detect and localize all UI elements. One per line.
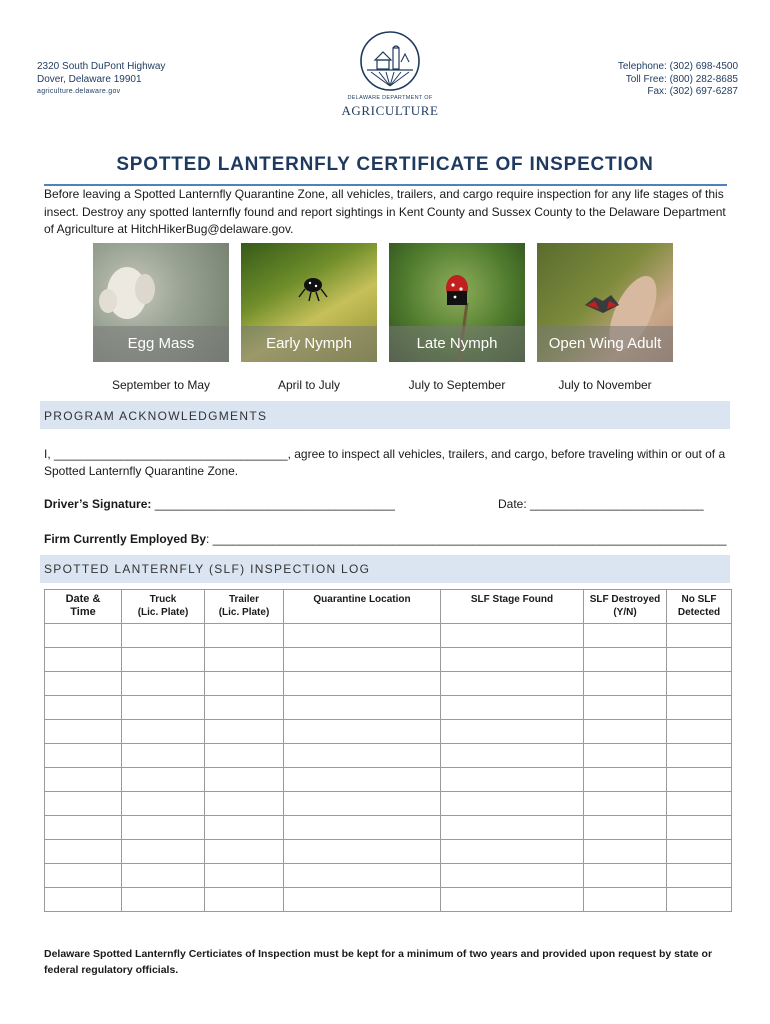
- egg-mass-season: September to May: [111, 378, 211, 392]
- late-nymph-season: July to September: [408, 378, 506, 392]
- table-cell[interactable]: [205, 744, 284, 768]
- table-cell[interactable]: [584, 840, 667, 864]
- table-cell[interactable]: [205, 840, 284, 864]
- table-cell[interactable]: [45, 648, 122, 672]
- table-cell[interactable]: [122, 672, 205, 696]
- table-cell[interactable]: [667, 720, 732, 744]
- table-cell[interactable]: [667, 696, 732, 720]
- table-cell[interactable]: [284, 768, 441, 792]
- table-cell[interactable]: [122, 888, 205, 912]
- table-row: [45, 624, 732, 648]
- acknowledgments-section-header: [40, 401, 730, 429]
- table-header-row: [45, 590, 732, 624]
- table-cell[interactable]: [284, 840, 441, 864]
- table-cell[interactable]: [284, 672, 441, 696]
- table-cell[interactable]: [441, 672, 584, 696]
- table-cell[interactable]: [667, 792, 732, 816]
- table-cell[interactable]: [667, 816, 732, 840]
- date-line[interactable]: __________________________: [530, 497, 704, 511]
- table-cell[interactable]: [122, 768, 205, 792]
- department-logo: [340, 30, 440, 119]
- table-cell[interactable]: [284, 720, 441, 744]
- table-cell[interactable]: [667, 840, 732, 864]
- table-cell[interactable]: [45, 792, 122, 816]
- driver-signature-label: Driver’s Signature:: [44, 497, 152, 511]
- table-cell[interactable]: [584, 792, 667, 816]
- inspection-log-heading: SPOTTED LANTERNFLY (SLF) INSPECTION LOG: [44, 562, 371, 576]
- table-cell[interactable]: [584, 816, 667, 840]
- table-cell[interactable]: [122, 792, 205, 816]
- table-cell[interactable]: [205, 648, 284, 672]
- table-cell[interactable]: [441, 792, 584, 816]
- early-nymph-photo: [241, 243, 377, 362]
- egg-mass-photo: [93, 243, 229, 362]
- address-city: Dover, Delaware 19901: [37, 73, 142, 85]
- table-cell[interactable]: [122, 816, 205, 840]
- table-cell[interactable]: [122, 648, 205, 672]
- acknowledgment-statement[interactable]: I, ___________________________________, agree to inspect all vehicles, trailers, and cargo, before traveling within or out of a Spotted Lanternfly Quarantine Zone.: [44, 447, 726, 478]
- firm-employed-label: Firm Currently Employed By: [44, 532, 207, 546]
- table-row: [45, 696, 732, 720]
- table-row: [45, 864, 732, 888]
- table-cell[interactable]: [45, 624, 122, 648]
- table-cell[interactable]: [441, 840, 584, 864]
- department-address: [37, 61, 165, 99]
- table-cell[interactable]: [45, 864, 122, 888]
- table-cell[interactable]: [205, 816, 284, 840]
- department-contact: [618, 61, 738, 99]
- contact-toll-free: Toll Free: (800) 282-8685: [625, 73, 738, 85]
- firm-employed-line[interactable]: : _____________________________________________________________________________: [206, 532, 727, 546]
- table-row: [45, 744, 732, 768]
- table-cell[interactable]: [45, 768, 122, 792]
- table-cell[interactable]: [284, 792, 441, 816]
- table-cell[interactable]: [45, 696, 122, 720]
- adult-photo: [537, 243, 673, 362]
- table-cell[interactable]: [122, 696, 205, 720]
- date-label: Date:: [498, 497, 527, 511]
- table-cell[interactable]: [584, 888, 667, 912]
- table-cell[interactable]: [584, 648, 667, 672]
- column-header-truck: Truck (Lic. Plate): [122, 590, 205, 624]
- table-row: [45, 888, 732, 912]
- column-header-quarantine-location: Quarantine Location: [284, 590, 441, 624]
- table-cell[interactable]: [584, 696, 667, 720]
- contact-fax: Fax: (302) 697-6287: [647, 86, 738, 97]
- table-cell[interactable]: [284, 696, 441, 720]
- table-cell[interactable]: [667, 768, 732, 792]
- table-cell[interactable]: [441, 624, 584, 648]
- table-cell[interactable]: [584, 864, 667, 888]
- table-cell[interactable]: [205, 624, 284, 648]
- table-row: [45, 648, 732, 672]
- table-cell[interactable]: [441, 720, 584, 744]
- table-cell[interactable]: [122, 840, 205, 864]
- stage-caption: Egg Mass: [93, 326, 229, 362]
- table-cell[interactable]: [45, 840, 122, 864]
- table-cell[interactable]: [205, 864, 284, 888]
- table-cell[interactable]: [45, 744, 122, 768]
- table-cell[interactable]: [441, 888, 584, 912]
- stage-caption: Open Wing Adult: [537, 326, 673, 362]
- table-cell[interactable]: [205, 672, 284, 696]
- table-cell[interactable]: [205, 768, 284, 792]
- table-cell[interactable]: [45, 888, 122, 912]
- adult-season: July to November: [558, 378, 652, 392]
- intro-paragraph: Before leaving a Spotted Lanternfly Quarantine Zone, all vehicles, trailers, and cargo require inspection for any life stages of this insect. Destroy any spotted lanternfly found and report sightings in Kent County and Sussex County to the Delaware Department of Agriculture at HitchHikerBug@delaware.gov.: [44, 187, 726, 236]
- acknowledgments-heading: PROGRAM ACKNOWLEDGMENTS: [44, 409, 268, 423]
- table-row: [45, 768, 732, 792]
- document-title: SPOTTED LANTERNFLY CERTIFICATE OF INSPECTION: [116, 154, 654, 175]
- table-cell[interactable]: [584, 720, 667, 744]
- column-header-slf-stage: SLF Stage Found: [441, 590, 584, 624]
- table-cell[interactable]: [284, 744, 441, 768]
- retention-notice: Delaware Spotted Lanternfly Certiciates of Inspection must be kept for a minimum of two years and provided upon request by state or federal regulatory officials.: [44, 948, 713, 976]
- table-cell[interactable]: [284, 624, 441, 648]
- website-link[interactable]: agriculture.delaware.gov: [37, 88, 121, 95]
- date-field[interactable]: [498, 497, 704, 511]
- table-cell[interactable]: [441, 816, 584, 840]
- logo-tagline: DELAWARE DEPARTMENT OF: [347, 95, 433, 101]
- table-cell[interactable]: [441, 864, 584, 888]
- table-cell[interactable]: [667, 888, 732, 912]
- column-header-trailer: Trailer (Lic. Plate): [205, 590, 284, 624]
- table-cell[interactable]: [667, 864, 732, 888]
- table-cell[interactable]: [45, 672, 122, 696]
- stage-caption: Early Nymph: [241, 326, 377, 362]
- logo-name: AGRICULTURE: [341, 103, 439, 118]
- table-cell[interactable]: [441, 768, 584, 792]
- table-cell[interactable]: [122, 720, 205, 744]
- inspection-log-section-header: [40, 555, 730, 583]
- late-nymph-photo: [389, 243, 525, 362]
- table-cell[interactable]: [667, 744, 732, 768]
- inspection-log-table: [44, 589, 732, 912]
- early-nymph-season: April to July: [277, 378, 341, 392]
- column-header-no-slf: No SLF Detected: [667, 590, 732, 624]
- contact-telephone: Telephone: (302) 698-4500: [617, 61, 738, 72]
- table-cell[interactable]: [45, 720, 122, 744]
- table-cell[interactable]: [122, 744, 205, 768]
- table-cell[interactable]: [441, 648, 584, 672]
- column-header-date-time: Date & Time: [45, 590, 122, 624]
- table-row: [45, 792, 732, 816]
- table-cell[interactable]: [205, 792, 284, 816]
- table-cell[interactable]: [667, 648, 732, 672]
- driver-signature-field[interactable]: [44, 497, 395, 511]
- table-row: [45, 720, 732, 744]
- table-cell[interactable]: [205, 720, 284, 744]
- table-row: [45, 672, 732, 696]
- table-cell[interactable]: [205, 696, 284, 720]
- table-cell[interactable]: [122, 624, 205, 648]
- agriculture-seal-icon: [359, 30, 421, 92]
- firm-employed-field[interactable]: [44, 532, 727, 546]
- column-header-slf-destroyed: SLF Destroyed (Y/N): [584, 590, 667, 624]
- table-cell[interactable]: [584, 624, 667, 648]
- table-cell[interactable]: [122, 864, 205, 888]
- stage-caption: Late Nymph: [389, 326, 525, 362]
- table-row: [45, 840, 732, 864]
- table-cell[interactable]: [284, 816, 441, 840]
- table-cell[interactable]: [584, 744, 667, 768]
- address-street: 2320 South DuPont Highway: [37, 61, 166, 72]
- table-cell[interactable]: [284, 648, 441, 672]
- table-cell[interactable]: [584, 672, 667, 696]
- table-cell[interactable]: [667, 672, 732, 696]
- table-cell[interactable]: [441, 744, 584, 768]
- table-row: [45, 816, 732, 840]
- driver-signature-line[interactable]: ____________________________________: [154, 497, 395, 511]
- table-cell[interactable]: [45, 816, 122, 840]
- table-cell[interactable]: [284, 864, 441, 888]
- table-cell[interactable]: [584, 768, 667, 792]
- table-cell[interactable]: [205, 888, 284, 912]
- table-cell[interactable]: [284, 888, 441, 912]
- table-cell[interactable]: [441, 696, 584, 720]
- table-cell[interactable]: [667, 624, 732, 648]
